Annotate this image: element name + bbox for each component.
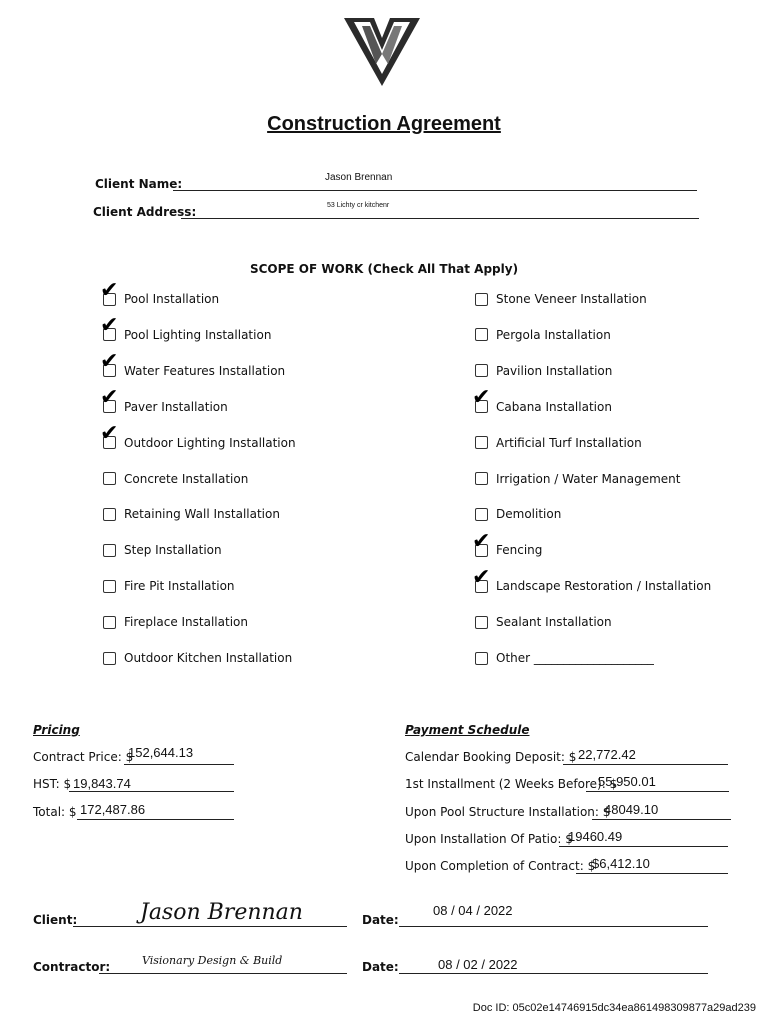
client-name-value[interactable]: Jason Brennan [325,172,393,183]
checkmark-icon: ✔ [100,349,119,375]
checkbox[interactable] [475,616,488,629]
scope-item[interactable] [100,385,228,417]
scope-item-label: Fire Pit Installation [124,579,235,594]
company-logo [340,16,424,88]
scope-item[interactable] [475,289,647,309]
scope-item[interactable] [100,349,286,381]
scope-title: SCOPE OF WORK (Check All That Apply) [249,262,519,276]
checkbox[interactable] [472,385,491,413]
checkbox[interactable] [475,328,488,341]
payment-row-line [559,846,728,847]
scope-item-label: Pergola Installation [496,327,611,342]
client-sign-line [73,926,347,927]
scope-item-label: Fencing [496,543,543,558]
scope-item[interactable] [472,564,712,596]
checkbox[interactable] [103,580,116,593]
checkbox[interactable] [475,436,488,449]
checkbox[interactable] [472,528,491,557]
checkbox[interactable] [475,508,488,521]
checkbox[interactable] [475,652,488,665]
scope-item-label: Outdoor Kitchen Installation [124,651,293,665]
scope-item-label: Fireplace Installation [124,615,248,630]
scope-item-label: Pavilion Installation [496,363,613,378]
scope-item-label: Retaining Wall Installation [124,507,280,522]
scope-item[interactable] [475,469,681,489]
payment-row-line [592,819,731,820]
scope-item[interactable] [472,385,612,417]
payment-row-label: Upon Pool Structure Installation: $ [405,804,611,819]
hst-line [69,791,234,792]
payment-row-value[interactable]: $6,412.10 [592,856,650,872]
checkbox[interactable] [475,472,488,485]
checkbox[interactable] [100,421,119,449]
scope-item[interactable] [103,612,248,632]
payment-row-value[interactable]: 22,772.42 [578,747,636,762]
scope-item-label: Other ____________________ [496,651,654,665]
scope-item-label: Outdoor Lighting Installation [124,435,296,450]
scope-item[interactable] [103,469,248,489]
contract-price-line [124,764,234,765]
payment-row-label: Upon Installation Of Patio: $ [405,831,573,846]
scope-item-label: Irrigation / Water Management [496,471,681,486]
checkmark-icon: ✔ [100,385,119,411]
contract-price-label: Contract Price: $ [33,750,134,764]
client-address-value[interactable]: 53 Lichty cr kitchenr [327,202,390,209]
checkbox[interactable] [100,313,119,341]
payment-row-label: Upon Completion of Contract: $ [405,859,596,874]
scope-item[interactable] [103,576,235,596]
payment-row-label: 1st Installment (2 Weeks Before): $ [405,777,618,792]
payment-row-value[interactable]: 55,950.01 [598,774,656,790]
total-label: Total: $ [33,805,77,819]
checkmark-icon: ✔ [100,277,119,303]
scope-item-label: Sealant Installation [496,615,612,630]
client-address-line [181,218,699,219]
scope-item-label: Cabana Installation [496,399,612,414]
total-value[interactable]: 172,487.86 [80,802,146,817]
client-name-line [173,190,697,191]
contract-price-value[interactable]: 152,644.13 [128,745,194,760]
doc-id: Doc ID: 05c02e14746915dc34ea861498309877a29ad239 [472,1002,756,1014]
scope-item[interactable] [472,528,543,560]
checkbox[interactable] [100,349,119,377]
hst-label: HST: $ [33,777,72,791]
payment-row-label: Calendar Booking Deposit: $ [405,750,577,764]
scope-item-label: Concrete Installation [124,471,249,486]
pricing-heading: Pricing [33,723,80,737]
client-sign-label: Client: [33,913,78,927]
checkmark-icon: ✔ [472,385,491,411]
client-date-label: Date: [362,913,399,927]
checkbox[interactable] [475,293,488,306]
scope-item[interactable] [103,648,292,668]
scope-item[interactable] [475,504,561,524]
checkbox[interactable] [103,652,116,665]
payment-row-line [576,873,728,874]
checkbox[interactable] [103,616,116,629]
checkbox[interactable] [103,508,116,521]
checkbox[interactable] [100,385,119,413]
scope-item[interactable] [475,433,642,453]
checkmark-icon: ✔ [472,528,491,554]
checkmark-icon: ✔ [100,421,119,447]
checkbox[interactable] [103,544,116,557]
scope-item[interactable] [103,504,280,524]
checkbox[interactable] [103,472,116,485]
checkmark-icon: ✔ [472,564,491,590]
payment-row-value[interactable]: 19460.49 [568,828,623,844]
scope-item-label: Water Features Installation [124,363,286,378]
checkbox[interactable] [100,277,119,306]
scope-item[interactable] [475,361,612,381]
client-signature[interactable]: Jason Brennan [140,900,303,925]
scope-item-label: Artificial Turf Installation [496,435,642,450]
contractor-date-label: Date: [362,960,399,974]
payment-row-value[interactable]: 48049.10 [604,801,659,817]
scope-item-label: Landscape Restoration / Installation [496,579,712,594]
client-address-label: Client Address: [93,205,197,219]
scope-item[interactable] [475,612,612,632]
checkbox[interactable] [475,364,488,377]
payment-heading: Payment Schedule [405,723,530,737]
document-title: Construction Agreement [267,113,501,135]
scope-item[interactable] [475,648,654,668]
scope-item-label: Step Installation [124,543,222,558]
contractor-date-value[interactable]: 08 / 02 / 2022 [438,957,518,972]
scope-item-label: Pool Lighting Installation [124,327,272,342]
scope-item-label: Demolition [496,507,562,522]
contractor-sign-label: Contractor: [33,960,111,974]
checkmark-icon: ✔ [100,313,119,339]
checkbox[interactable] [472,564,491,593]
scope-item[interactable] [100,277,220,309]
scope-item-label: Stone Veneer Installation [496,292,647,306]
payment-row-line [586,791,729,792]
contractor-sign-line [99,973,347,974]
client-date-line [399,926,708,927]
scope-item-label: Paver Installation [124,399,228,414]
scope-item[interactable] [100,421,296,453]
hst-value[interactable]: 19,843.74 [73,776,131,791]
contractor-signature[interactable]: Visionary Design & Build [142,954,283,967]
scope-item-label: Pool Installation [124,292,220,306]
scope-item[interactable] [475,325,611,345]
total-line [77,819,234,820]
payment-row-line [563,764,728,765]
contractor-date-line [399,973,708,974]
client-date-value[interactable]: 08 / 04 / 2022 [433,903,513,918]
scope-item[interactable] [103,540,222,560]
scope-item[interactable] [100,313,272,345]
client-name-label: Client Name: [95,177,183,191]
